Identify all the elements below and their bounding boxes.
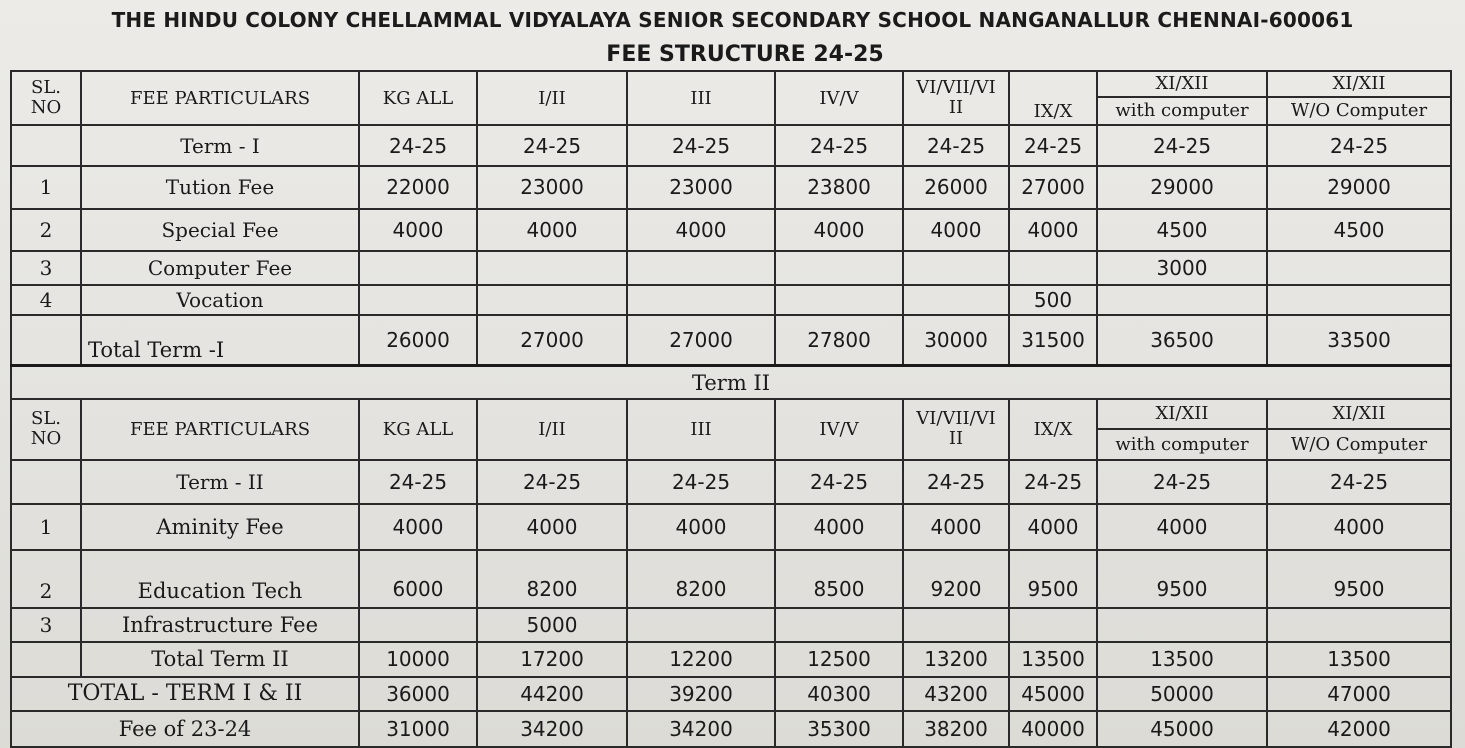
- term2-year-cell: 24-25: [1267, 460, 1451, 504]
- class-header-vi-viii: [903, 71, 1009, 125]
- sl-no-header: [11, 71, 81, 125]
- fee-cell: [477, 285, 627, 315]
- sl-no-header-line2: NO: [30, 97, 62, 119]
- class-header-iv-v: IV/V: [775, 71, 903, 125]
- fee-cell: 22000: [359, 166, 477, 208]
- fee-cell: 4000: [775, 209, 903, 251]
- fee-cell: 4000: [359, 504, 477, 550]
- fee-cell: [359, 285, 477, 315]
- fee-cell: 6000: [359, 550, 477, 608]
- school-name: THE HINDU COLONY CHELLAMMAL VIDYALAYA SENIOR SECONDARY SCHOOL NANGANALLUR CHENNAI-600061: [111, 8, 1354, 32]
- total-cell: 13500: [1009, 642, 1097, 676]
- class-header-iv-v: IV/V: [775, 399, 903, 459]
- table-row: [11, 504, 1451, 550]
- class-header-xi-without-line1: XI/XII: [1267, 399, 1451, 429]
- term2-label: Term - II: [81, 460, 359, 504]
- fee-cell: [1097, 608, 1267, 642]
- fee-cell: [359, 608, 477, 642]
- fee-cell: [903, 251, 1009, 285]
- total-cell: 30000: [903, 315, 1009, 365]
- row-sl: 3: [11, 608, 81, 642]
- previous-year-row: [11, 711, 1451, 747]
- term1-year-cell: 24-25: [627, 125, 775, 166]
- class-header-kg: KG ALL: [359, 71, 477, 125]
- term2-heading-row: [11, 365, 1451, 399]
- term1-year-cell: 24-25: [477, 125, 627, 166]
- fee-cell: [1267, 285, 1451, 315]
- fee-cell: 4000: [1009, 209, 1097, 251]
- grand-total-label: TOTAL - TERM I & II: [11, 677, 359, 711]
- fee-cell: [1267, 608, 1451, 642]
- fee-structure-table: [10, 70, 1452, 748]
- fee-cell: [1009, 251, 1097, 285]
- sl-no-header-line1: SL.: [30, 408, 61, 430]
- term1-year-cell: 24-25: [1009, 125, 1097, 166]
- fee-name: Computer Fee: [81, 251, 359, 285]
- term1-year-sl: [11, 125, 81, 166]
- fee-cell: 500: [1009, 285, 1097, 315]
- total-cell: 13500: [1267, 642, 1451, 676]
- term2-year-cell: 24-25: [477, 460, 627, 504]
- total-cell: 27000: [477, 315, 627, 365]
- total-cell: 13500: [1097, 642, 1267, 676]
- fee-name: Infrastructure Fee: [81, 608, 359, 642]
- fee-cell: 4000: [1009, 504, 1097, 550]
- total-cell: 27000: [627, 315, 775, 365]
- total-cell: 26000: [359, 315, 477, 365]
- term2-header-row-top: [11, 399, 1451, 429]
- row-sl: 2: [11, 209, 81, 251]
- table-row: [11, 285, 1451, 315]
- term2-year-cell: 24-25: [903, 460, 1009, 504]
- fee-cell: [775, 608, 903, 642]
- fee-cell: [775, 285, 903, 315]
- total-cell: 27800: [775, 315, 903, 365]
- class-header-xi-with-line1: XI/XII: [1097, 399, 1267, 429]
- fee-cell: 29000: [1097, 166, 1267, 208]
- fee-cell: 4000: [903, 504, 1009, 550]
- term2-year-row: [11, 460, 1451, 504]
- term2-year-cell: 24-25: [1097, 460, 1267, 504]
- term1-year-cell: 24-25: [903, 125, 1009, 166]
- fee-cell: 4000: [627, 504, 775, 550]
- sl-no-header: [11, 399, 81, 459]
- table-row: [11, 608, 1451, 642]
- fee-cell: 9500: [1097, 550, 1267, 608]
- total-cell: 10000: [359, 642, 477, 676]
- grand-total-row: [11, 677, 1451, 711]
- fee-cell: 8200: [477, 550, 627, 608]
- fee-name: Aminity Fee: [81, 504, 359, 550]
- fee-cell: 4000: [477, 209, 627, 251]
- fee-cell: 27000: [1009, 166, 1097, 208]
- total-cell: 36500: [1097, 315, 1267, 365]
- sl-no-header-line2: NO: [30, 428, 62, 450]
- fee-cell: 23800: [775, 166, 903, 208]
- term2-year-cell: 24-25: [775, 460, 903, 504]
- fee-cell: [903, 285, 1009, 315]
- class-header-vi-line2: II: [948, 428, 964, 450]
- fee-cell: [1267, 251, 1451, 285]
- term2-heading: Term II: [11, 365, 1451, 399]
- fee-cell: [1009, 608, 1097, 642]
- class-header-xi-without-line2: W/O Computer: [1267, 429, 1451, 459]
- table-row: [11, 251, 1451, 285]
- fee-cell: 4000: [359, 209, 477, 251]
- class-header-xi-without-line1: XI/XII: [1267, 71, 1451, 97]
- class-header-xi-with-line2: with computer: [1097, 429, 1267, 459]
- fee-cell: 23000: [477, 166, 627, 208]
- previous-year-cell: 34200: [477, 711, 627, 747]
- term1-year-cell: 24-25: [775, 125, 903, 166]
- grand-total-cell: 36000: [359, 677, 477, 711]
- grand-total-cell: 43200: [903, 677, 1009, 711]
- fee-cell: 4500: [1267, 209, 1451, 251]
- term1-total-row: [11, 315, 1451, 365]
- grand-total-cell: 39200: [627, 677, 775, 711]
- term1-year-cell: 24-25: [1267, 125, 1451, 166]
- row-sl: 4: [11, 285, 81, 315]
- fee-cell: [627, 285, 775, 315]
- previous-year-cell: 40000: [1009, 711, 1097, 747]
- fee-cell: 9500: [1009, 550, 1097, 608]
- fee-name: Tution Fee: [81, 166, 359, 208]
- fee-cell: 3000: [1097, 251, 1267, 285]
- row-sl: 1: [11, 504, 81, 550]
- fee-name: Education Tech: [81, 550, 359, 608]
- term1-header-row-top: [11, 71, 1451, 97]
- term2-year-sl: [11, 460, 81, 504]
- table-row: [11, 166, 1451, 208]
- term2-total-sl: [11, 642, 81, 676]
- previous-year-cell: 31000: [359, 711, 477, 747]
- term2-year-cell: 24-25: [359, 460, 477, 504]
- class-header-i-ii: I/II: [477, 71, 627, 125]
- class-header-i-ii: I/II: [477, 399, 627, 459]
- term1-year-row: [11, 125, 1451, 166]
- fee-particulars-header: FEE PARTICULARS: [81, 71, 359, 125]
- total-cell: 12500: [775, 642, 903, 676]
- fee-cell: 23000: [627, 166, 775, 208]
- fee-cell: 9500: [1267, 550, 1451, 608]
- fee-cell: [627, 251, 775, 285]
- fee-cell: 5000: [477, 608, 627, 642]
- table-row: [11, 550, 1451, 608]
- total-cell: 17200: [477, 642, 627, 676]
- row-sl: 2: [11, 550, 81, 608]
- row-sl: 1: [11, 166, 81, 208]
- fee-cell: 29000: [1267, 166, 1451, 208]
- grand-total-cell: 47000: [1267, 677, 1451, 711]
- class-header-vi-line2: II: [948, 97, 964, 119]
- previous-year-label: Fee of 23-24: [11, 711, 359, 747]
- term1-label: Term - I: [81, 125, 359, 166]
- previous-year-cell: 45000: [1097, 711, 1267, 747]
- fee-cell: [359, 251, 477, 285]
- fee-name: Vocation: [81, 285, 359, 315]
- previous-year-cell: 38200: [903, 711, 1009, 747]
- class-header-xi-without-line2: W/O Computer: [1267, 97, 1451, 125]
- previous-year-cell: 34200: [627, 711, 775, 747]
- term1-year-cell: 24-25: [1097, 125, 1267, 166]
- fee-cell: [477, 251, 627, 285]
- term1-year-cell: 24-25: [359, 125, 477, 166]
- term1-total-label: Total Term -I: [81, 315, 359, 365]
- class-header-kg: KG ALL: [359, 399, 477, 459]
- previous-year-cell: 35300: [775, 711, 903, 747]
- class-header-vi-viii: [903, 399, 1009, 459]
- class-header-ix-x: IX/X: [1009, 71, 1097, 125]
- class-header-ix-x: IX/X: [1009, 399, 1097, 459]
- term2-year-cell: 24-25: [627, 460, 775, 504]
- table-row: [11, 209, 1451, 251]
- term2-total-label: Total Term II: [81, 642, 359, 676]
- grand-total-cell: 40300: [775, 677, 903, 711]
- term1-total-sl: [11, 315, 81, 365]
- fee-particulars-header: FEE PARTICULARS: [81, 399, 359, 459]
- fee-cell: [775, 251, 903, 285]
- grand-total-cell: 44200: [477, 677, 627, 711]
- class-header-iii: III: [627, 71, 775, 125]
- class-header-xi-with-line1: XI/XII: [1097, 71, 1267, 97]
- fee-cell: 4000: [903, 209, 1009, 251]
- fee-name: Special Fee: [81, 209, 359, 251]
- fee-cell: [627, 608, 775, 642]
- row-sl: 3: [11, 251, 81, 285]
- fee-cell: 4000: [477, 504, 627, 550]
- fee-cell: 9200: [903, 550, 1009, 608]
- class-header-xi-with-line2: with computer: [1097, 97, 1267, 125]
- total-cell: 13200: [903, 642, 1009, 676]
- fee-cell: 26000: [903, 166, 1009, 208]
- grand-total-cell: 50000: [1097, 677, 1267, 711]
- fee-structure-title: FEE STRUCTURE 24-25: [606, 42, 884, 67]
- fee-cell: 4500: [1097, 209, 1267, 251]
- fee-cell: 4000: [1097, 504, 1267, 550]
- term2-year-cell: 24-25: [1009, 460, 1097, 504]
- fee-cell: [1097, 285, 1267, 315]
- fee-cell: 8200: [627, 550, 775, 608]
- total-cell: 33500: [1267, 315, 1451, 365]
- fee-cell: 4000: [1267, 504, 1451, 550]
- previous-year-cell: 42000: [1267, 711, 1451, 747]
- total-cell: 12200: [627, 642, 775, 676]
- class-header-iii: III: [627, 399, 775, 459]
- fee-cell: [903, 608, 1009, 642]
- term2-total-row: [11, 642, 1451, 676]
- sl-no-header-line1: SL.: [30, 77, 61, 99]
- grand-total-cell: 45000: [1009, 677, 1097, 711]
- fee-cell: 4000: [627, 209, 775, 251]
- class-header-vi-line1: VI/VII/VI: [916, 408, 996, 430]
- fee-cell: 8500: [775, 550, 903, 608]
- fee-cell: 4000: [775, 504, 903, 550]
- total-cell: 31500: [1009, 315, 1097, 365]
- class-header-vi-line1: VI/VII/VI: [916, 77, 996, 99]
